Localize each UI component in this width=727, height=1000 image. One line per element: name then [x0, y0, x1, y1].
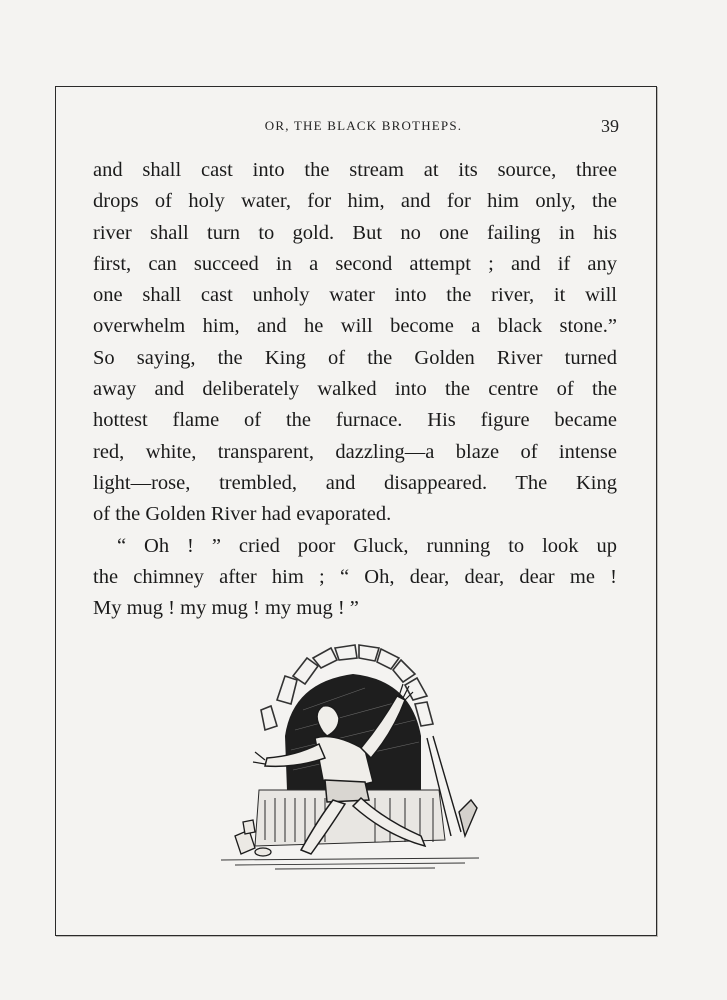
text-line: and shall cast into the stream at its source, three — [93, 159, 617, 181]
text-line: light—rose, trembled, and disappeared. The King — [93, 471, 617, 494]
text-line: overwhelm him, and he will become a black stone.” — [93, 315, 617, 338]
text-line: first, can succeed in a second attempt ; and if any — [93, 252, 617, 275]
body-text — [93, 155, 617, 624]
text-line: of the Golden River had evaporated. — [93, 503, 392, 526]
running-title: OR, THE BLACK BROTHEPS. — [264, 118, 463, 133]
text-line: one shall cast unholy water into the river, it will — [93, 284, 617, 307]
text-line: hottest flame of the furnace. His figure became — [93, 409, 617, 432]
engraving-gluck-at-furnace-icon — [215, 640, 485, 872]
text-line: My mug ! my mug ! my mug ! ” — [93, 597, 359, 620]
text-line: red, white, transparent, dazzling—a blaze of intense — [93, 440, 617, 463]
text-line: So saying, the King of the Golden River turned — [93, 346, 617, 369]
page-number: 39 — [601, 116, 619, 136]
text-line: away and deliberately walked into the centre of the — [93, 378, 617, 401]
text-line: drops of holy water, for him, and for him only, the — [93, 190, 617, 213]
text-line: river shall turn to gold. But no one failing in his — [93, 221, 617, 244]
text-line: “ Oh ! ” cried poor Gluck, running to look up — [117, 534, 617, 557]
running-head — [0, 118, 727, 138]
text-line: the chimney after him ; “ Oh, dear, dear, dear me ! — [93, 565, 617, 588]
